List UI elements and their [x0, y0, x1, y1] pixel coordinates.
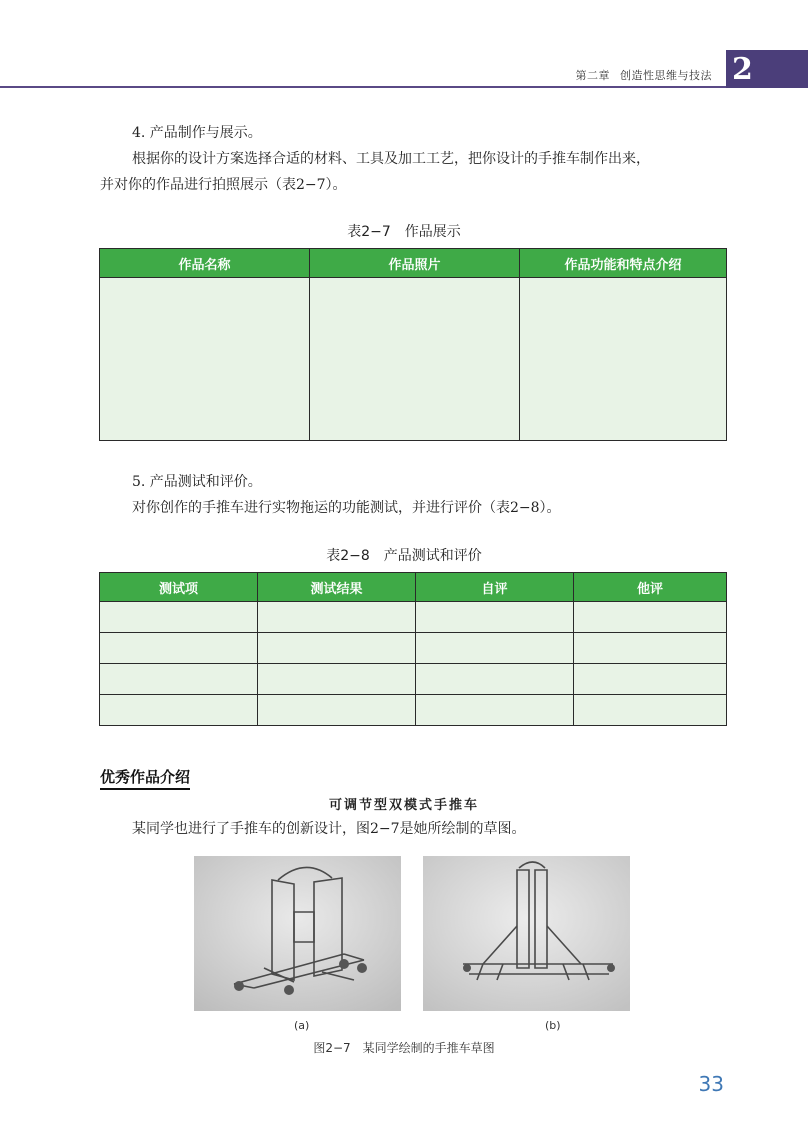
table8-cell[interactable] [258, 695, 416, 726]
section4-line1: 根据你的设计方案选择合适的材料、工具及加工工艺，把你设计的手推车制作出来， [132, 151, 650, 167]
sketch-a-image [194, 856, 401, 1011]
table7-header-photo: 作品照片 [310, 249, 520, 278]
figure-caption: 图2−7 某同学绘制的手推车草图 [313, 1041, 495, 1055]
section5-heading: 5. 产品测试和评价。 [132, 474, 262, 490]
showcase-intro: 某同学也进行了手推车的创新设计，图2−7是她所绘制的草图。 [132, 821, 526, 837]
table7-row [100, 278, 727, 441]
table8-cell[interactable] [258, 633, 416, 664]
table7-header-row [100, 249, 727, 278]
table8-header-item: 测试项 [100, 573, 258, 602]
table8-cell[interactable] [100, 664, 258, 695]
table8-row [100, 633, 727, 664]
section4-line2: 并对你的作品进行拍照展示（表2−7）。 [100, 177, 347, 193]
table7-caption: 表2−7 作品展示 [347, 224, 461, 240]
section4-heading: 4. 产品制作与展示。 [132, 125, 262, 141]
table8-cell[interactable] [416, 695, 574, 726]
showcase-section-title: 优秀作品介绍 [100, 766, 190, 790]
table8 [99, 572, 727, 726]
table7-cell[interactable] [310, 278, 520, 441]
table8-header-peer: 他评 [574, 573, 727, 602]
header-rule [0, 86, 726, 88]
table8-cell[interactable] [100, 695, 258, 726]
figure-label-b: (b) [545, 1019, 561, 1032]
sketch-a-drawing [194, 856, 401, 1011]
table8-cell[interactable] [574, 602, 727, 633]
table8-cell[interactable] [574, 633, 727, 664]
table8-cell[interactable] [416, 602, 574, 633]
section5-line1: 对你创作的手推车进行实物拖运的功能测试，并进行评价（表2−8）。 [132, 500, 561, 516]
table8-cell[interactable] [258, 664, 416, 695]
sketch-b-drawing [423, 856, 630, 1011]
table8-header-self: 自评 [416, 573, 574, 602]
chapter-heading [566, 67, 713, 83]
table8-header-result: 测试结果 [258, 573, 416, 602]
table8-cell[interactable] [416, 664, 574, 695]
table8-caption: 表2−8 产品测试和评价 [326, 548, 482, 564]
figure-label-a: (a) [294, 1019, 310, 1032]
sketch-b-image [423, 856, 630, 1011]
table8-cell[interactable] [574, 695, 727, 726]
table7-cell[interactable] [100, 278, 310, 441]
work-title: 可调节型双模式手推车 [328, 798, 479, 813]
table8-row [100, 602, 727, 633]
table8-cell[interactable] [100, 633, 258, 664]
table8-cell[interactable] [258, 602, 416, 633]
table8-cell[interactable] [100, 602, 258, 633]
table8-row [100, 695, 727, 726]
table7-header-name: 作品名称 [100, 249, 310, 278]
table8-cell[interactable] [574, 664, 727, 695]
table8-header-row [100, 573, 727, 602]
chapter-label: 第二章 [575, 69, 610, 82]
table7-cell[interactable] [520, 278, 727, 441]
table8-cell[interactable] [416, 633, 574, 664]
table8-row [100, 664, 727, 695]
chapter-number-tab: 2 [726, 50, 808, 88]
chapter-title: 创造性思维与技法 [620, 69, 712, 82]
page-number: 33 [698, 1072, 724, 1096]
table7 [99, 248, 727, 441]
table7-header-features: 作品功能和特点介绍 [520, 249, 727, 278]
